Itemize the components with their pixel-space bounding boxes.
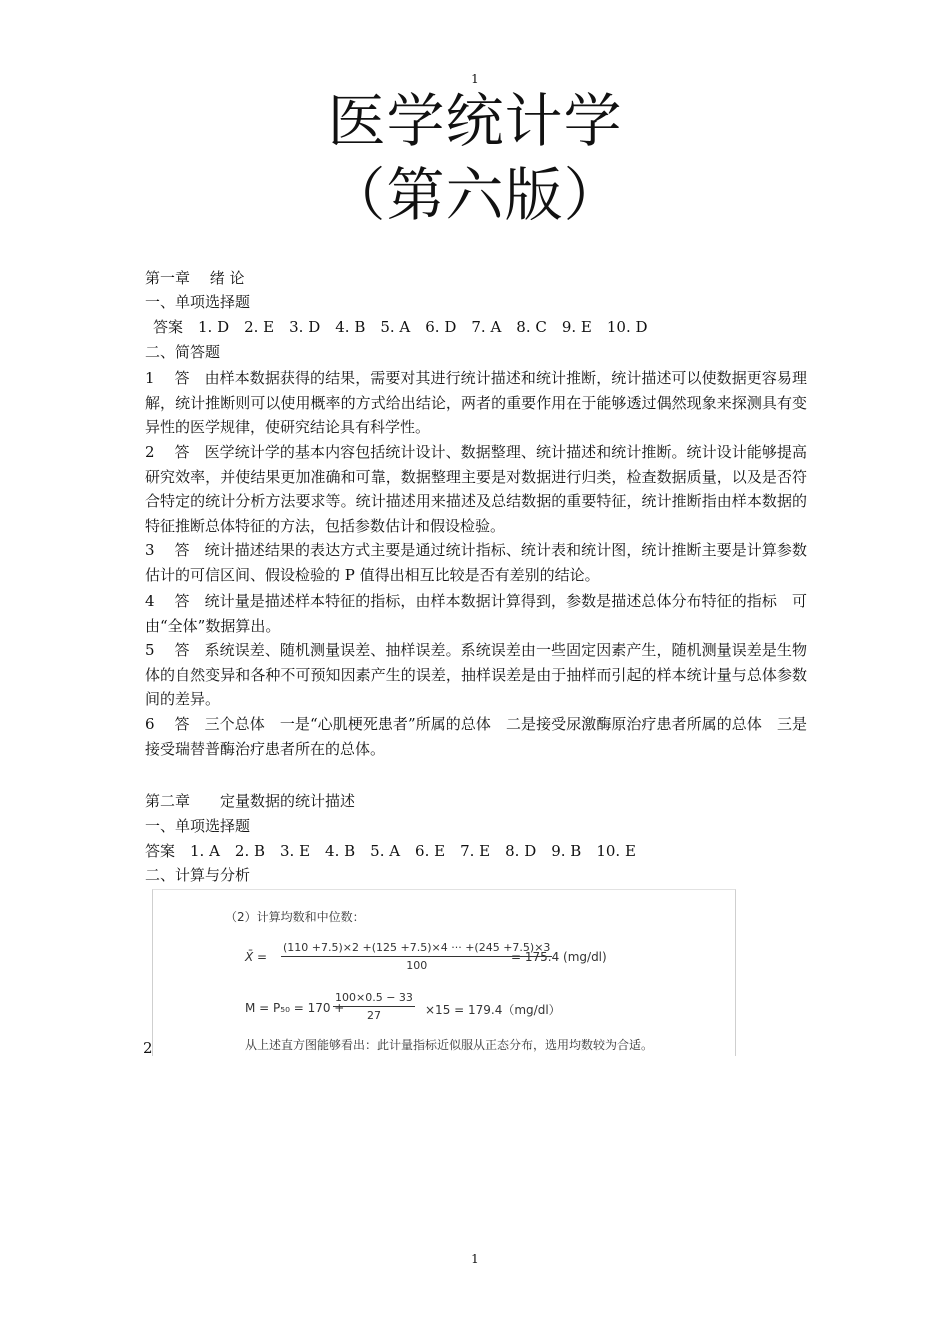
chapter1-answer-4: 4 答 统计量是描述样本特征的指标，由样本数据计算得到，参数是描述总体分布特征的指标 可由“全体”数据算出。 bbox=[145, 592, 807, 635]
figure-conclusion: 从上述直方图能够看出：此计量指标近似服从正态分布，选用均数较为合适。 bbox=[245, 1038, 654, 1052]
chapter2-answers: 答案 1. A 2. B 3. E 4. B 5. A 6. E 7. E 8. D 9. B 10. E bbox=[145, 842, 636, 860]
chapter1-answer-1: 1 答 由样本数据获得的结果，需要对其进行统计描述和统计推断，统计描述可以使数据更容易理解，统计推断则可以使用概率的方式给出结论，两者的重要作用在于能够透过偶然现象来探测具有变异性的医学规律，使研究结论具有科学性。 bbox=[145, 369, 807, 436]
mean-denominator: 100 bbox=[406, 959, 428, 972]
chapter1-answers: 答案 1. D 2. E 3. D 4. B 5. A 6. D 7. A 8. C 9. E 10. D bbox=[153, 318, 648, 336]
median-fraction bbox=[333, 991, 415, 1022]
chapter1-heading: 第一章 绪 论 bbox=[145, 269, 245, 287]
mean-result: = 175.4 (mg/dl) bbox=[511, 950, 607, 964]
chapter2-heading: 第二章 定量数据的统计描述 bbox=[145, 792, 356, 810]
chapter1-answer-2: 2 答 医学统计学的基本内容包括统计设计、数据整理、统计描述和统计推断。统计设计能够提高研究效率，并使结果更加准确和可靠，数据整理主要是对数据进行归类，检查数据质量，以及是否符合特定的统计分析方法要求等。统计描述用来描述及总结数据的重要特征，统计推断指由样本数据的特征推断总体特征的方法，包括参数估计和假设检验。 bbox=[145, 443, 807, 535]
chapter1-section1-heading: 一、单项选择题 bbox=[145, 293, 251, 311]
chapter1-answer-3: 3 答 统计描述结果的表达方式主要是通过统计指标、统计表和统计图，统计推断主要是计算参数估计的可信区间、假设检验的 P 值得出相互比较是否有差别的结论。 bbox=[145, 541, 807, 584]
figure-number: 2 bbox=[143, 1039, 153, 1057]
mean-symbol: X̄ = bbox=[245, 950, 268, 964]
document-edition: （第六版） bbox=[327, 161, 623, 229]
document-title: 医学统计学 bbox=[327, 87, 623, 155]
page-bottom-number: 1 bbox=[471, 1252, 479, 1266]
chapter1-answer-5: 5 答 系统误差、随机测量误差、抽样误差。系统误差由一些固定因素产生，随机测量误差是生物体的自然变异和各种不可预知因素产生的误差，抽样误差是由于抽样而引起的样本统计量与总体参数间的差异。 bbox=[145, 641, 807, 708]
chapter1-answer-6: 6 答 三个总体 一是“心肌梗死患者”所属的总体 二是接受尿激酶原治疗患者所属的总体 三是接受瑞替普酶治疗患者所在的总体。 bbox=[145, 715, 807, 758]
chapter2-section1-heading: 一、单项选择题 bbox=[145, 817, 251, 835]
median-denominator: 27 bbox=[366, 1009, 381, 1022]
figure-caption: （2）计算均数和中位数： bbox=[225, 910, 365, 924]
mean-numerator: (110 +7.5)×2 +(125 +7.5)×4 ··· +(245 +7.5)×3 bbox=[281, 941, 552, 957]
median-result: ×15 = 179.4（mg/dl） bbox=[425, 1003, 561, 1017]
page-top-number: 1 bbox=[471, 72, 479, 86]
median-symbol: M = P₅₀ = 170 + bbox=[245, 1001, 345, 1015]
chapter1-section2-heading: 二、简答题 bbox=[145, 343, 221, 361]
median-numerator: 100×0.5 − 33 bbox=[333, 991, 415, 1007]
formula-figure bbox=[152, 889, 736, 1056]
chapter2-section2-heading: 二、计算与分析 bbox=[145, 866, 251, 884]
